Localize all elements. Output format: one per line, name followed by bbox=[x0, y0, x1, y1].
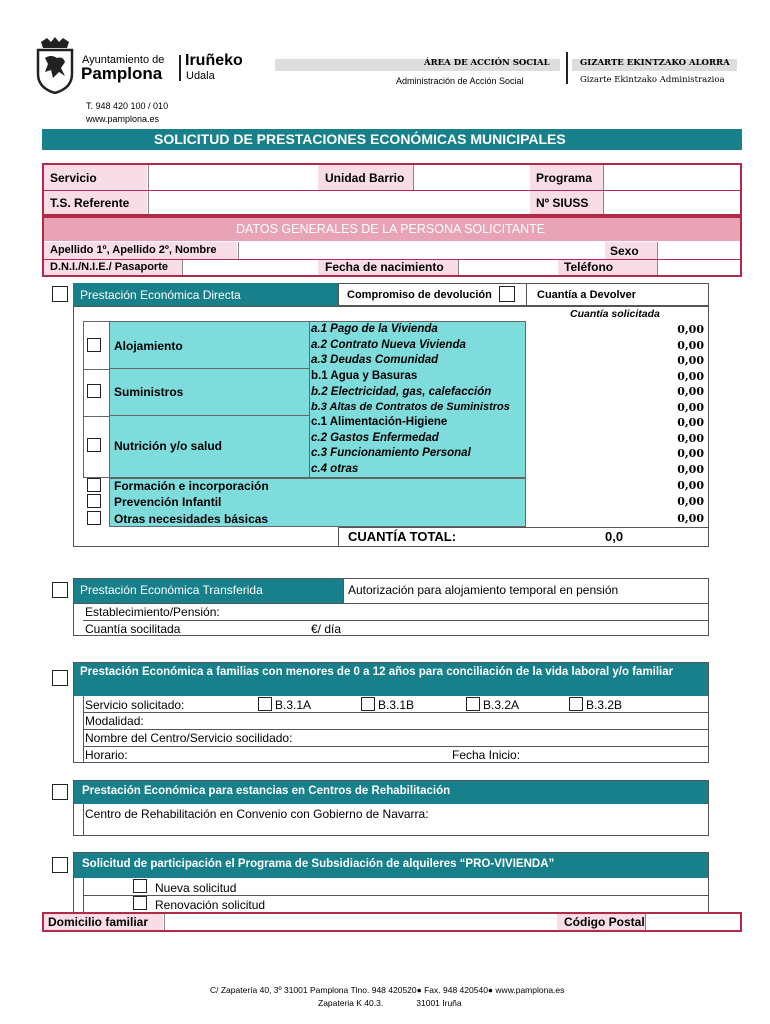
formacion-label: Formación e incorporación bbox=[114, 479, 269, 493]
programa-label: Programa bbox=[536, 171, 593, 185]
item-a3: a.3 Deudas Comunidad bbox=[311, 354, 439, 366]
otras-label: Otras necesidades básicas bbox=[114, 512, 269, 526]
amount-c1[interactable]: 0,00 bbox=[677, 416, 704, 429]
total-label: CUANTÍA TOTAL: bbox=[348, 529, 457, 544]
footer-line2: Zapateria K 40.3. 31001 Iruña bbox=[318, 998, 462, 1008]
org-basque1: Iruñeko bbox=[185, 52, 243, 69]
apellidos-input[interactable] bbox=[238, 242, 605, 259]
cuantia-label[interactable]: Cuantía socilitada bbox=[85, 622, 181, 636]
cuantia-solicitada-label: Cuantía solicitada bbox=[570, 308, 660, 320]
familias-line-1 bbox=[83, 712, 709, 713]
option-b31b-checkbox[interactable] bbox=[361, 697, 375, 711]
programa-input[interactable] bbox=[603, 165, 740, 190]
cuantia-devolver-label: Cuantía a Devolver bbox=[537, 289, 637, 301]
servicio-solicitado-label: Servicio solicitado: bbox=[85, 698, 185, 712]
header-phone: T. 948 420 100 / 010 bbox=[86, 101, 169, 111]
header-web: www.pamplona.es bbox=[86, 114, 160, 124]
org-basque2: Udala bbox=[186, 70, 215, 82]
familias-line-2 bbox=[83, 729, 709, 730]
otras-checkbox[interactable] bbox=[87, 511, 101, 525]
provivienda-checkbox[interactable] bbox=[52, 857, 68, 873]
nueva-solicitud-checkbox[interactable] bbox=[133, 879, 147, 893]
option-b32a-checkbox[interactable] bbox=[466, 697, 480, 711]
alojamiento-checkbox[interactable] bbox=[87, 338, 101, 352]
familias-line-3 bbox=[83, 746, 709, 747]
amount-a3[interactable]: 0,00 bbox=[677, 354, 704, 367]
directa-title: Prestación Económica Directa bbox=[80, 288, 241, 302]
ts-referente-input[interactable] bbox=[148, 191, 530, 214]
fecha-nac-input[interactable] bbox=[458, 260, 558, 275]
siuss-label: Nº SIUSS bbox=[536, 196, 589, 210]
familias-checkbox[interactable] bbox=[52, 670, 68, 686]
domicilio-label: Domicilio familiar bbox=[48, 915, 149, 929]
total-value: 0,0 bbox=[605, 529, 624, 544]
option-b31b-label: B.3.1B bbox=[378, 698, 415, 712]
dni-label: D.N.I./N.I.E./ Pasaporte bbox=[50, 261, 168, 273]
personal-data-title: DATOS GENERALES DE LA PERSONA SOLICITANTE bbox=[236, 222, 546, 236]
suministros-checkbox[interactable] bbox=[87, 384, 101, 398]
telefono-label: Teléfono bbox=[564, 260, 614, 274]
item-b2: b.2 Electricidad, gas, calefacción bbox=[311, 386, 492, 398]
compromiso-label: Compromiso de devolución bbox=[347, 289, 492, 301]
item-c3: c.3 Funcionamiento Personal bbox=[311, 447, 471, 459]
check-column-divider bbox=[109, 322, 110, 477]
transferida-checkbox[interactable] bbox=[52, 582, 68, 598]
amount-otras[interactable]: 0,00 bbox=[677, 512, 704, 525]
coat-of-arms-logo bbox=[35, 36, 75, 94]
nutricion-checkbox[interactable] bbox=[87, 438, 101, 452]
unidad-barrio-label: Unidad Barrio bbox=[325, 171, 405, 185]
ts-referente-label: T.S. Referente bbox=[50, 196, 130, 210]
dni-input[interactable] bbox=[182, 260, 318, 275]
fecha-inicio-label[interactable]: Fecha Inicio: bbox=[452, 748, 521, 762]
servicio-input[interactable] bbox=[148, 165, 318, 190]
item-c1: c.1 Alimentación-Higiene bbox=[311, 416, 448, 428]
fecha-nac-label: Fecha de nacimiento bbox=[325, 260, 444, 274]
codigo-postal-input[interactable] bbox=[645, 914, 740, 930]
rehabilitacion-checkbox[interactable] bbox=[52, 784, 68, 800]
group-divider-b bbox=[84, 416, 110, 417]
amount-b3[interactable]: 0,00 bbox=[677, 401, 704, 414]
codigo-postal-label: Código Postal bbox=[564, 915, 645, 929]
per-day-label: €/ día bbox=[311, 622, 342, 636]
org-line2: Pamplona bbox=[81, 64, 163, 83]
amount-c3[interactable]: 0,00 bbox=[677, 447, 704, 460]
renovacion-checkbox[interactable] bbox=[133, 896, 147, 910]
provivienda-title: Solicitud de participación el Programa de Subsidiación de alquileres “PRO-VIVIENDA” bbox=[82, 858, 555, 870]
establecimiento-label[interactable]: Establecimiento/Pensión: bbox=[85, 605, 220, 619]
transferida-divider bbox=[343, 578, 344, 603]
horario-label[interactable]: Horario: bbox=[85, 748, 128, 762]
option-b31a-label: B.3.1A bbox=[275, 698, 312, 712]
centro-rehabilitacion-label[interactable]: Centro de Rehabilitación en Convenio con Gobierno de Navarra: bbox=[85, 807, 429, 821]
transferida-row-line-2 bbox=[83, 620, 709, 621]
item-b3: b.3 Altas de Contratos de Suministros bbox=[311, 401, 510, 413]
familias-left-rule bbox=[83, 696, 84, 763]
transferida-title: Prestación Económica Transferida bbox=[80, 583, 263, 597]
compromiso-checkbox[interactable] bbox=[499, 286, 515, 302]
option-b31a-checkbox[interactable] bbox=[258, 697, 272, 711]
amount-a2[interactable]: 0,00 bbox=[677, 339, 704, 352]
option-b32b-label: B.3.2B bbox=[586, 698, 623, 712]
area-eu: GIZARTE EKINTZAKO ALORRA bbox=[580, 58, 730, 68]
total-left-edge bbox=[338, 527, 339, 547]
amount-c4[interactable]: 0,00 bbox=[677, 463, 704, 476]
option-b32a-label: B.3.2A bbox=[483, 698, 520, 712]
item-a2: a.2 Contrato Nueva Vivienda bbox=[311, 339, 466, 351]
org-line1: Ayuntamiento de bbox=[82, 54, 165, 66]
nueva-solicitud-label: Nueva solicitud bbox=[155, 881, 237, 895]
siuss-input[interactable] bbox=[603, 191, 740, 214]
amount-prevencion[interactable]: 0,00 bbox=[677, 495, 704, 508]
servicio-label: Servicio bbox=[50, 171, 97, 185]
familias-title: Prestación Económica a familias con menores de 0 a 12 años para conciliación de la vida laboral y/o familiar bbox=[80, 666, 674, 678]
total-divider bbox=[338, 527, 709, 528]
sexo-input[interactable] bbox=[657, 242, 740, 259]
renovacion-label: Renovación solicitud bbox=[155, 898, 266, 912]
apellidos-label: Apellido 1º, Apellido 2º, Nombre bbox=[50, 244, 217, 256]
formacion-checkbox[interactable] bbox=[87, 478, 101, 492]
centro-servicio-label[interactable]: Nombre del Centro/Servicio socilidado: bbox=[85, 731, 293, 745]
admin-eu: Gizarte Ekintzako Administrazioa bbox=[580, 75, 725, 85]
item-b1: b.1 Agua y Basuras bbox=[311, 370, 418, 382]
item-a1: a.1 Pago de la Vivienda bbox=[311, 323, 438, 335]
directa-header-divider bbox=[526, 283, 527, 306]
admin-es: Administración de Acción Social bbox=[396, 76, 524, 86]
rehabilitacion-title: Prestación Económica para estancias en Centros de Rehabilitación bbox=[82, 785, 451, 797]
amount-a1[interactable]: 0,00 bbox=[677, 323, 704, 336]
footer-line1: C/ Zapatería 40, 3º 31001 Pamplona Tlno. 948 420520● Fax. 948 420540● www.pamplona.es bbox=[210, 985, 565, 995]
domicilio-input[interactable] bbox=[164, 914, 557, 930]
provivienda-line-1 bbox=[83, 895, 709, 896]
amount-c2[interactable]: 0,00 bbox=[677, 432, 704, 445]
unidad-barrio-input[interactable] bbox=[413, 165, 530, 190]
sexo-label: Sexo bbox=[610, 244, 639, 258]
modalidad-label[interactable]: Modalidad: bbox=[85, 714, 144, 728]
form-title: SOLICITUD DE PRESTACIONES ECONÓMICAS MUNICIPALES bbox=[154, 131, 566, 147]
suministros-label: Suministros bbox=[114, 385, 184, 399]
logo-divider bbox=[179, 55, 181, 81]
rehabilitacion-left-rule bbox=[83, 804, 84, 836]
amount-formacion[interactable]: 0,00 bbox=[677, 479, 704, 492]
area-es: ÁREA DE ACCIÓN SOCIAL bbox=[424, 58, 550, 68]
header-divider bbox=[566, 52, 568, 84]
autorizacion-label: Autorización para alojamiento temporal en pensión bbox=[348, 583, 619, 597]
group-divider-a bbox=[84, 369, 110, 370]
amount-b1[interactable]: 0,00 bbox=[677, 370, 704, 383]
telefono-input[interactable] bbox=[657, 260, 740, 275]
item-c2: c.2 Gastos Enfermedad bbox=[311, 432, 439, 444]
directa-checkbox[interactable] bbox=[52, 286, 68, 302]
alojamiento-label: Alojamiento bbox=[114, 339, 183, 353]
prevencion-checkbox[interactable] bbox=[87, 494, 101, 508]
nutricion-label: Nutrición y/o salud bbox=[114, 439, 223, 453]
prevencion-label: Prevención Infantil bbox=[114, 495, 222, 509]
option-b32b-checkbox[interactable] bbox=[569, 697, 583, 711]
transferida-row-line-1 bbox=[73, 603, 709, 604]
item-c4: c.4 otras bbox=[311, 463, 359, 475]
amount-b2[interactable]: 0,00 bbox=[677, 385, 704, 398]
